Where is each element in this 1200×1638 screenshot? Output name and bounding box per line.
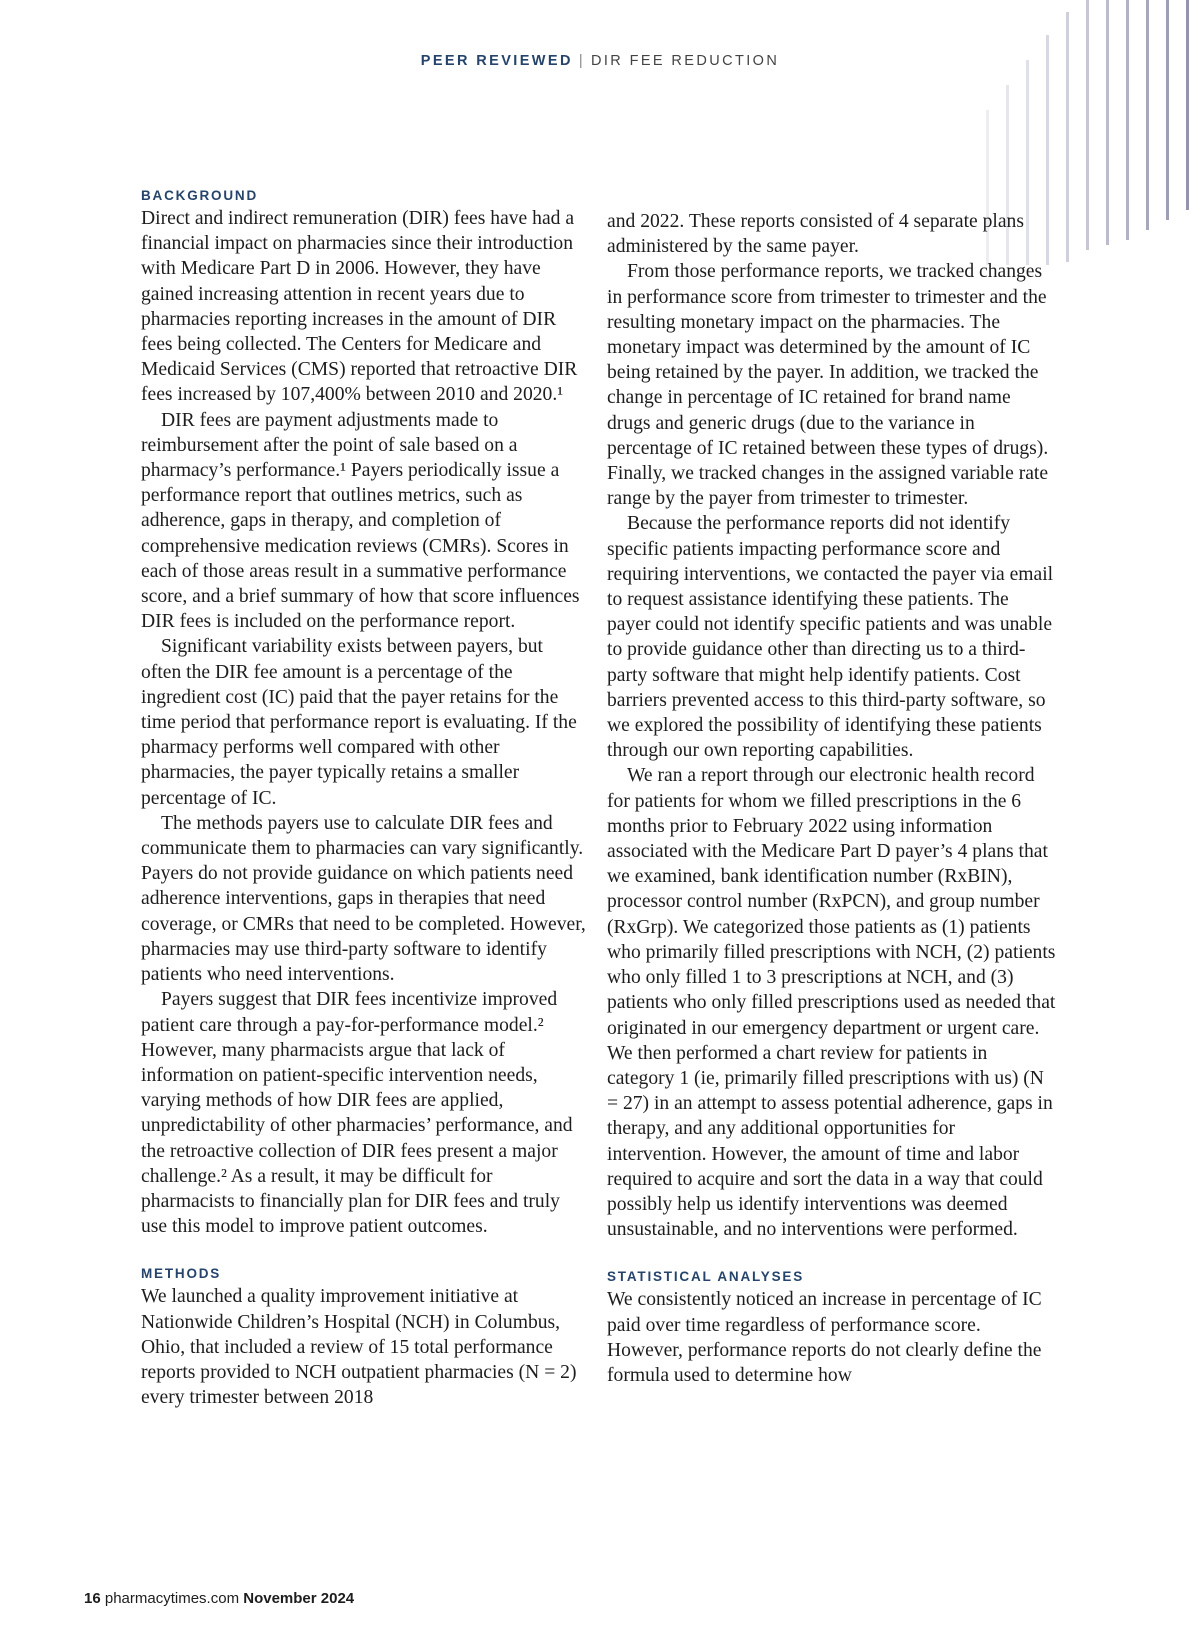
stripe bbox=[1146, 0, 1149, 230]
methods-paragraph-4: We ran a report through our electronic health record for patients for whom we filled prescriptions in the 6 months prior to February 2022 using information associated with the Medicare Part D payer’s 4 plans that we examined, bank identification number (RxBIN), processor control number (RxPCN), and group number (RxGrp). We categorized those patients as (1) patients who primarily filled prescriptions with NCH, (2) patients who only filled 1 to 3 prescriptions at NCH, and (3) patients who only filled prescriptions used as needed that originated in our emergency department or urgent care. We then performed a chart review for patients in category 1 (ie, primarily filled prescriptions with us) (N = 27) in an attempt to assess potential adherence, gaps in therapy, and any additional opportunities for intervention. However, the amount of time and labor required to acquire and sort the data in a way that could possibly help us identify interventions was deemed unsustainable, and no interventions were performed. bbox=[607, 765, 1056, 1241]
running-header bbox=[0, 53, 1200, 69]
stripe bbox=[1126, 0, 1129, 240]
background-paragraph-2: DIR fees are payment adjustments made to reimbursement after the point of sale based on a pharmacy’s performance.¹ Payers periodically issue a performance report that outlines metrics, such as adherence, gaps in therapy, and completion of comprehensive medication reviews (CMRs). Scores in each of those areas result in a summative performance score, and a brief summary of how that score influences DIR fees is included on the performance report. bbox=[141, 409, 580, 633]
page-number: 16 bbox=[84, 1590, 101, 1607]
methods-paragraph-continued: and 2022. These reports consisted of 4 separate plans administered by the same payer. bbox=[607, 211, 1024, 258]
background-heading: BACKGROUND bbox=[141, 188, 258, 203]
stripe bbox=[1186, 0, 1189, 210]
methods-heading: METHODS bbox=[141, 1266, 222, 1282]
header-section: PEER REVIEWED bbox=[420, 53, 573, 69]
left-column bbox=[141, 186, 587, 1410]
statistical-analyses-heading: STATISTICAL ANALYSES bbox=[607, 1269, 805, 1285]
footer-issue: November 2024 bbox=[243, 1590, 355, 1607]
stripe bbox=[1166, 0, 1169, 220]
page-footer bbox=[84, 1590, 354, 1607]
stripe bbox=[1066, 12, 1069, 262]
statistical-analyses-paragraph: We consistently noticed an increase in percentage of IC paid over time regardless of performance score. However, performance reports do not clearly define the formula used to determine how bbox=[607, 1289, 1042, 1386]
methods-paragraph-3: Because the performance reports did not identify specific patients impacting performance score and requiring interventions, we contacted the payer via email to request assistance identifying these patients. The payer could not identify specific patients and was unable to provide guidance other than directing us to a third-party software that might help identify patients. Cost barriers prevented access to this third-party software, so we explored the possibility of identifying these patients through our own reporting capabilities. bbox=[607, 513, 1054, 762]
background-paragraph-4: The methods payers use to calculate DIR fees and communicate them to pharmacies can vary significantly. Payers do not provide guidance on which patients need adherence interventions, gaps in therapies that need coverage, or CMRs that need to be completed. However, pharmacies may use third-party software to identify patients who need interventions. bbox=[141, 812, 586, 986]
background-paragraph-3: Significant variability exists between payers, but often the DIR fee amount is a percentage of the ingredient cost (IC) paid that the payer retains for the time period that performance report is evaluating. If the pharmacy performs well compared with other pharmacies, the payer typically retains a smaller percentage of IC. bbox=[141, 636, 577, 809]
header-separator: | bbox=[578, 53, 585, 69]
header-topic: DIR FEE REDUCTION bbox=[591, 53, 780, 69]
background-paragraph-5: Payers suggest that DIR fees incentivize improved patient care through a pay-for-performance model.² However, many pharmacists argue that lack of information on patient-specific intervention needs, varying methods of how DIR fees are applied, unpredictability of other pharmacies’ performance, and the retroactive collection of DIR fees present a major challenge.² As a result, it may be difficult for pharmacists to financially plan for DIR fees and truly use this model to improve patient outcomes. bbox=[141, 989, 573, 1238]
methods-paragraph-2: From those performance reports, we tracked changes in performance score from trimester to trimester and the resulting monetary impact on the pharmacies. The monetary impact was determined by the amount of IC being retained by the payer. In addition, we tracked the change in percentage of IC retained for brand name drugs and generic drugs (due to the variance in percentage of IC retained between these types of drugs). Finally, we tracked changes in the assigned variable rate range by the payer from trimester to trimester. bbox=[607, 261, 1049, 510]
methods-paragraph-1: We launched a quality improvement initiative at Nationwide Children’s Hospital (NCH) in Columbus, Ohio, that included a review of 15 total performance reports provided to NCH outpatient pharmacies (N = 2) every trimester between 2018 bbox=[141, 1286, 577, 1409]
stripe bbox=[1086, 0, 1089, 250]
right-column bbox=[607, 209, 1057, 1388]
footer-site: pharmacytimes.com bbox=[104, 1590, 240, 1607]
background-paragraph-1: Direct and indirect remuneration (DIR) fees have had a financial impact on pharmacies since their introduction with Medicare Part D in 2006. However, they have gained increasing attention in recent years due to pharmacies reporting increases in the amount of DIR fees being collected. The Centers for Medicare and Medicaid Services (CMS) reported that retroactive DIR fees increased by 107,400% between 2010 and 2020.¹ bbox=[141, 208, 578, 406]
stripe bbox=[1106, 0, 1109, 245]
